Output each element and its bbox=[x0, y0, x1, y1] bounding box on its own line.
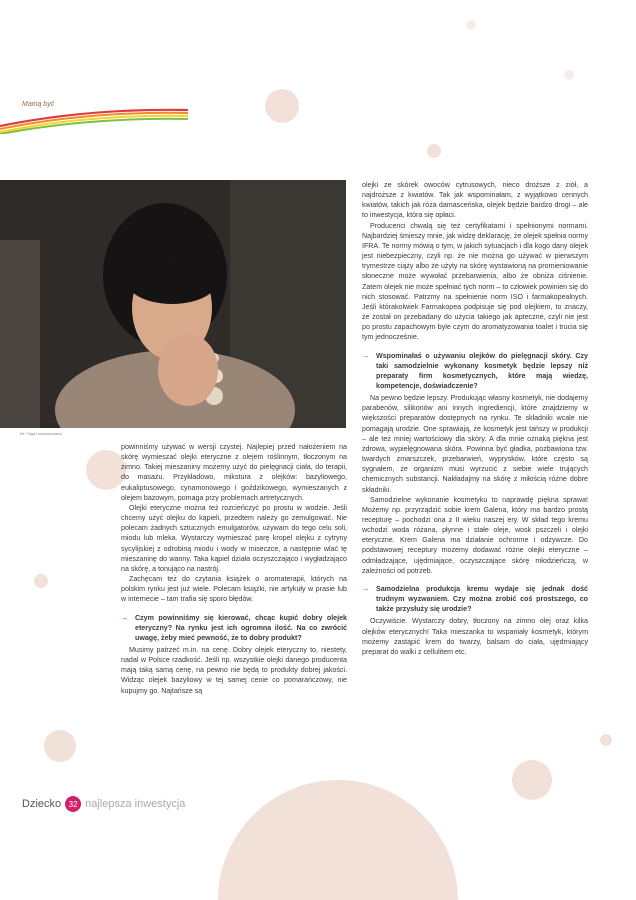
decorative-circle bbox=[427, 144, 441, 158]
decorative-circle bbox=[265, 89, 299, 123]
page-footer bbox=[22, 796, 185, 812]
magazine-subtitle: najlepsza inwestycja bbox=[85, 798, 186, 810]
rainbow-swoosh-icon bbox=[0, 104, 190, 134]
interview-question bbox=[362, 584, 588, 614]
question-text: Czym powinniśmy się kierować, chcąc kupić dobry olejek eteryczny? Na rynku jest ich ogromna ilość. Na co zwrócić uwagę, żeby mieć pewność, że to dobry produkt? bbox=[135, 613, 347, 642]
decorative-circle bbox=[564, 70, 574, 80]
decorative-circle bbox=[512, 760, 552, 800]
decorative-circle bbox=[466, 20, 476, 30]
answer-paragraph: Oczywiście. Wystarczy dobry, tłoczony na zimno olej oraz kilka olejków eterycznych! Taka mieszanka to wspaniały kosmetyk, którym możemy zastąpić krem do twarzy, balsam do ciała, ujędrniający preparat do walki z cellulitem etc. bbox=[362, 617, 588, 656]
paragraph: Producenci chwalą się też certyfikatami i spełnionymi normami. Najbardziej śmieszy mnie, jak widzę deklarację, że olejek spełnia normy IFRA. Te normy mówią o tym, w jakich sytuacjach i dla kogo dany olejek jest niebezpieczny, czyli np. że nie można go używać w pierwszym trymestrze ciąży albo że użyty na skórę wystawioną na promieniowanie słoneczne może wywołać przebarwienia, albo że obniża ciśnienie. Zatem olejek nie może spełniać tych norm – to człowiek powinien się do nich stosować. Patrzmy na spełnienie norm ISO i farmakopealnych. Jeśli którakolwiek Farmakopea podpisuje się pod olejkiem, to znaczy, że został on przebadany do użycia takiego jak apteczne, czyli nie jest po prostu zapachowym byle czym do aromatyzowania toalet i trucia się tym jednocześnie. bbox=[362, 221, 588, 342]
page-number-badge: 32 bbox=[65, 796, 81, 812]
decorative-circle bbox=[34, 574, 48, 588]
decorative-circle bbox=[600, 734, 612, 746]
question-text: Wspominałaś o używaniu olejków do pielęgnacji skóry. Czy taki samodzielnie wykonany kosmetyk będzie lepszy niż preparaty firm kosmetycznych, które mają wiedzę, kompetencje, doświadczenie? bbox=[376, 351, 588, 390]
paragraph: Zachęcam też do czytania książek o aromaterapii, których na polskim rynku jest już wiele. Polecam książki, nie artykuły w prasie lub w internecie – tam trafia się sporo błędów. bbox=[121, 575, 347, 604]
answer-paragraph: Na pewno będzie lepszy. Produkując własny kosmetyk, nie dodajemy parabenów, silikonów ani innych ingrediencji, które znajdziemy w większości preparatów dostępnych na rynku. Te składniki wcale nie pomagają urodzie. One sprawiają, że kosmetyk jest tańszy w produkcji – ale też mniej wartościowy dla skóry. A dla mnie oznaką piękna jest zdrowa, wypielęgnowana skóra. Powinna być gładka, pozbawiona tzw. twardych zmarszczek, przebarwień, wyprysków, które często są sygnałem, że organizm musi wyrzucić z siebie wiele trujących chemicznych substancji. Nakładajmy na skórę z miłością różne dobre składniki. bbox=[362, 394, 588, 494]
right-column bbox=[362, 180, 588, 657]
paragraph: olejki ze skórek owoców cytrusowych, nieco droższe z ziół, a najdroższe z kwiatów. Tak jak wspominałam, z wyjątkowo cennych kwiatów, takich jak róża damasceńska, olejek będzie bardzo drogi – ale to inwestycja, która się opłaci. bbox=[362, 181, 588, 220]
magazine-name: Dziecko bbox=[22, 798, 62, 810]
section-label: Mamą być bbox=[22, 101, 55, 108]
interview-question bbox=[362, 351, 588, 392]
arrow-icon: → bbox=[362, 351, 370, 360]
paragraph: powinniśmy używać w wersji czystej. Najlepiej przed nałożeniem na skórę wymieszać olejki eteryczne z olejem roślinnym, tłoczonym na zimno. Takiej mieszaniny możemy użyć do pielęgnacji ciała, do terapii, do masażu. Przykładowo, mikstura z olejków: bazyliowego, eukaliptusowego, cynamonowego i goździkowego, wymieszanych z olejem bazowym, pomaga przy problemach artretycznych. bbox=[121, 443, 347, 502]
portrait-photo bbox=[0, 180, 346, 428]
photo-credit: fot. Olga Lewandowska bbox=[20, 431, 62, 436]
answer-paragraph: Musimy patrzeć m.in. na cenę. Dobry olejek eteryczny to, niestety, nadal w Polsce rzadkość. Jeśli np. wszystkie olejki danego producenta mają taką samą cenę, na pewno nie będą to produkty dobrej jakości. Widząc olejek bazyliowy w tej samej cenie co pomarańczowy, nie kupujmy go. Najtańsze są bbox=[121, 645, 347, 695]
answer-paragraph: Samodzielne wykonanie kosmetyku to naprawdę piękna sprawa! Możemy np. przyrządzić sobie krem Galena, który ma bardzo prostą recepturę – pochodzi ona z II wieku naszej ery. W skład tego kremu wchodzi woda różana, płynne i stałe oleje, wosk pszczeli i olejki eteryczne. Krem Galena ma działanie ochronne i odżywcze. Do podstawowej receptury możemy dodawać różne olejki eteryczne – odmładzające, ujędrniające, oczyszczające skórę młodzieńczą, w zależności od potrzeb. bbox=[362, 495, 588, 575]
decorative-circle bbox=[44, 730, 76, 762]
arrow-icon: → bbox=[121, 613, 129, 622]
interview-question bbox=[121, 613, 347, 643]
question-text: Samodzielna produkcja kremu wydaje się jednak dość trudnym wyzwaniem. Czy można zrobić coś prostszego, co także przysłuży się urodzie? bbox=[376, 584, 588, 614]
arrow-icon: → bbox=[362, 584, 370, 593]
left-column bbox=[121, 442, 347, 696]
decorative-circle bbox=[86, 450, 126, 490]
decorative-half-circle bbox=[218, 780, 458, 900]
paragraph: Olejki eteryczne można też rozcieńczyć po prostu w wodzie. Jeśli chcemy użyć olejku do kąpieli, przedtem należy go zemulgować. Nie polecam żadnych sztucznych emulgatorów, używam do tego celu soli, miodu lub mleka. Wystarczy wymieszać parę kropel olejku z cytryny sycylijskiej z odrobiną miodu i wody w miseczce, a następnie wlać tę mieszaninę do wanny. Taka kąpiel działa oczyszczająco i wygładzająco na skórę, a tonująco na nastrój. bbox=[121, 503, 347, 573]
